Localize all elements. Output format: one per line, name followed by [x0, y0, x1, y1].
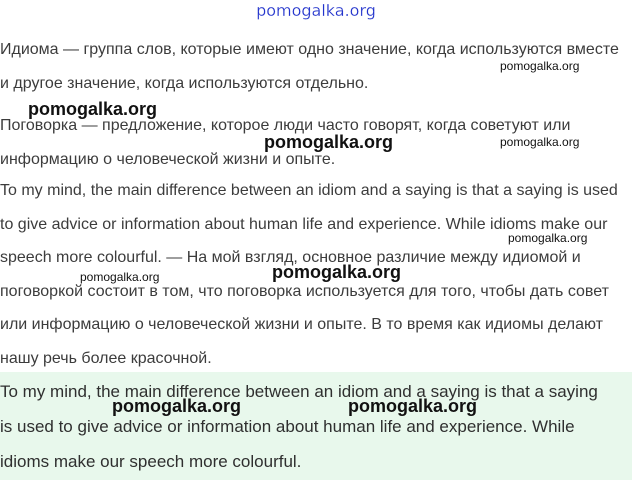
watermark: pomogalka.org: [500, 59, 580, 73]
idiom-definition: Идиома — группа слов, которые имеют одно значение, когда используются вместе и другое значение, когда используются отдельно.: [0, 41, 619, 92]
site-watermark-top: pomogalka.org: [256, 1, 376, 20]
watermark: pomogalka.org: [264, 132, 394, 152]
translation-paragraph: To my mind, the main difference between an idiom and a saying is that a saying is used to give advice or information about human life and experience. While idioms make our speech more colourful. — На мой взгляд, основное различие между идиомой и поговоркой состоит в том, что поговорка используется для того, чтобы дать совет или информацию о человеческой жизни и опыте. В то время как идиомы делают нашу речь более красочной.: [0, 182, 618, 367]
watermark: pomogalka.org: [500, 135, 580, 149]
watermark: pomogalka.org: [272, 262, 402, 282]
watermark: pomogalka.org: [80, 270, 160, 284]
saying-definition: Поговорка — предложение, которое люди часто говорят, когда советуют или информацию о человеческой жизни и опыте.: [0, 117, 571, 168]
watermark: pomogalka.org: [112, 396, 242, 416]
watermark: pomogalka.org: [348, 396, 478, 416]
watermark: pomogalka.org: [28, 99, 158, 119]
answer-paragraph: To my mind, the main difference between an idiom and a saying is that a saying is used to give advice or information about human life and experience. While idioms make our speech more colourful.: [0, 382, 598, 471]
watermark: pomogalka.org: [508, 231, 588, 245]
